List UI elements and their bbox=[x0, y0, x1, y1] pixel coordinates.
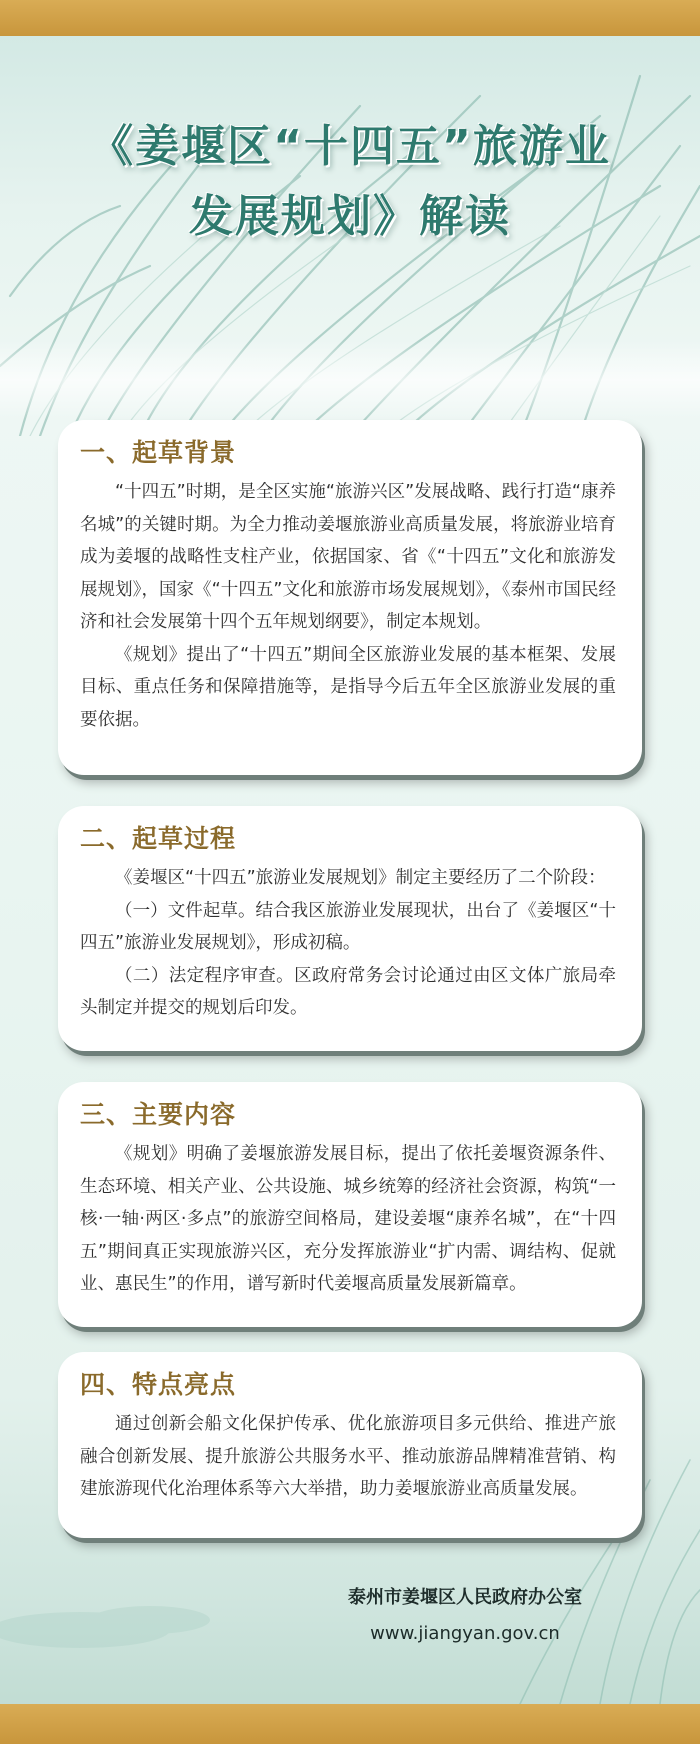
section-heading: 一、起草背景 bbox=[80, 438, 237, 467]
section-card-highlights bbox=[58, 1352, 642, 1538]
page-title bbox=[0, 112, 700, 252]
section-paragraph: 《姜堰区“十四五”旅游业发展规划》制定主要经历了二个阶段： bbox=[115, 868, 606, 888]
section-paragraph: （一）文件起草。结合我区旅游业发展现状，出台了《姜堰区“十四五”旅游业发展规划》，形成初稿。 bbox=[80, 900, 616, 953]
section-heading: 二、起草过程 bbox=[80, 824, 237, 853]
footer bbox=[300, 1580, 630, 1652]
top-gold-bar bbox=[0, 0, 700, 36]
section-heading: 四、特点亮点 bbox=[80, 1370, 237, 1399]
water-reflection bbox=[0, 340, 700, 420]
title-line-1: 《姜堰区“十四五”旅游业 bbox=[89, 121, 611, 172]
footer-url[interactable]: www.jiangyan.gov.cn bbox=[370, 1623, 560, 1644]
section-paragraph: “十四五”时期，是全区实施“旅游兴区”发展战略、践行打造“康养名城”的关键时期。为全力推动姜堰旅游业高质量发展，将旅游业培育成为姜堰的战略性支柱产业，依据国家、省《“十四五”文化和旅游发展规划》，国家《“十四五”文化和旅游市场发展规划》，《泰州市国民经济和社会发展第十四个五年规划纲要》，制定本规划。 bbox=[80, 482, 616, 632]
title-line-2: 发展规划》解读 bbox=[189, 191, 511, 242]
section-paragraph: （二）法定程序审查。区政府常务会讨论通过由区文体广旅局牵头制定并提交的规划后印发。 bbox=[80, 965, 616, 1018]
section-paragraph: 《规划》明确了姜堰旅游发展目标，提出了依托姜堰资源条件、生态环境、相关产业、公共设施、城乡统筹的经济社会资源，构筑“一核·一轴·两区·多点”的旅游空间格局，建设姜堰“康养名城”，在“十四五”期间真正实现旅游兴区，充分发挥旅游业“扩内需、调结构、促就业、惠民生”的作用，谱写新时代姜堰高质量发展新篇章。 bbox=[80, 1144, 616, 1294]
footer-org: 泰州市姜堰区人民政府办公室 bbox=[348, 1587, 582, 1608]
section-card-background bbox=[58, 420, 642, 775]
bottom-gold-bar bbox=[0, 1704, 700, 1744]
section-card-process bbox=[58, 806, 642, 1051]
section-paragraph: 通过创新会船文化保护传承、优化旅游项目多元供给、推进产旅融合创新发展、提升旅游公共服务水平、推动旅游品牌精准营销、构建旅游现代化治理体系等六大举措，助力姜堰旅游业高质量发展。 bbox=[80, 1414, 616, 1499]
section-card-content bbox=[58, 1082, 642, 1327]
section-paragraph: 《规划》提出了“十四五”期间全区旅游业发展的基本框架、发展目标、重点任务和保障措施等，是指导今后五年全区旅游业发展的重要依据。 bbox=[80, 644, 616, 730]
section-heading: 三、主要内容 bbox=[80, 1100, 237, 1129]
